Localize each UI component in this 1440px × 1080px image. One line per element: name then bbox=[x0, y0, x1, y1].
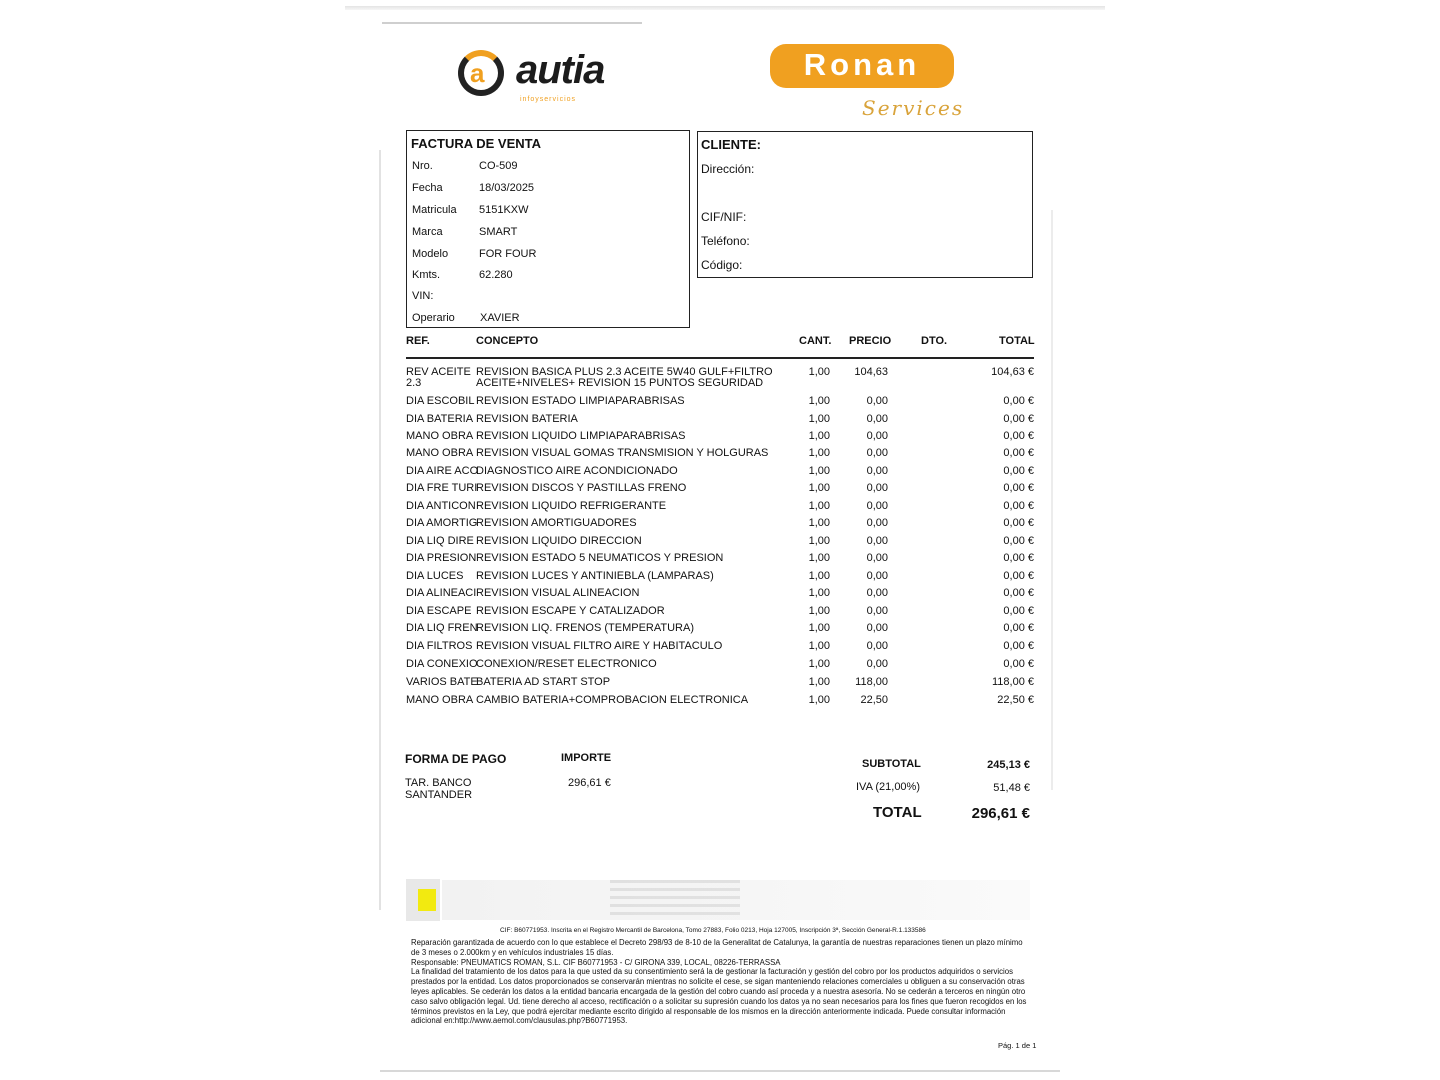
scan-edge-line bbox=[382, 22, 642, 24]
payment-amount: 296,61 € bbox=[568, 777, 611, 789]
scan-edge-top bbox=[345, 6, 1105, 10]
page-number: Pág. 1 de 1 bbox=[998, 1041, 1037, 1050]
col-header-precio: PRECIO bbox=[849, 335, 892, 347]
guarantee-text: Reparación garantizada de acuerdo con lo que establece el Decreto 298/93 de 8-10 de la Generalitat de Catalunya, la garantía de nuestras reparaciones tienen un plazo mínimo de 3 meses o 2.000km y en vehículos industriales 15 días. bbox=[411, 938, 1023, 957]
client-field: Teléfono: bbox=[701, 234, 750, 248]
col-header-cant: CANT. bbox=[799, 335, 832, 347]
client-box bbox=[697, 131, 1033, 278]
col-header-dto: DTO. bbox=[921, 335, 948, 347]
invoice-title: FACTURA DE VENTA bbox=[411, 136, 541, 151]
client-field: CIF/NIF: bbox=[701, 210, 747, 224]
scan-edge-right bbox=[1051, 210, 1053, 790]
client-title: CLIENTE: bbox=[701, 137, 761, 152]
scan-edge-bottom bbox=[380, 1070, 1060, 1072]
client-field: Dirección: bbox=[701, 162, 755, 176]
subtotal-label: SUBTOTAL bbox=[862, 758, 921, 770]
col-header-concepto: CONCEPTO bbox=[476, 335, 539, 347]
invoice-field: Fecha 18/03/2025 bbox=[412, 182, 535, 194]
total-label: TOTAL bbox=[873, 804, 922, 821]
autia-logo: a autia infoyservicios bbox=[456, 40, 616, 112]
yellow-seal-icon bbox=[406, 879, 440, 921]
client-field: Código: bbox=[701, 258, 743, 272]
privacy-text: La finalidad del tratamiento de los datos para la que usted da su consentimiento será la de gestionar la facturación y gestión del cobro por los productos adquiridos o servicios prestados por la entidad. Los datos proporcionados se conservarán mientras no solicite el cese, se sigan manteniendo relaciones comerciales u obliguen a su conservación otras leyes aplicables. Se cederán los datos a la entidad bancaria encargada de la gestión del cobro cuando así proceda y a nuestra asesoría. No se cederán a terceros en ningún otro caso salvo obligación legal. Ud. tiene derecho al acceso, rectificación o a solicitar su supresión cuando los datos ya no sean necesarios para los fines que fueron recogidos en los términos previstos en la Ley, que podrá ejercitar mediante escrito dirigido al responsable de los mismos en la dirección anteriormente indicada. Puede consultar información adicional en:http://www.aemol.com/clausulas.php?B60771953. bbox=[411, 967, 1027, 1026]
invoice-field: Matricula 5151KXW bbox=[412, 204, 529, 216]
invoice-field: Kmts. 62.280 bbox=[412, 269, 513, 281]
roman-logo bbox=[770, 44, 954, 88]
scan-edge-left bbox=[379, 150, 381, 910]
payment-method-line1: TAR. BANCO bbox=[405, 777, 472, 789]
subtotal-value: 245,13 € bbox=[987, 759, 1030, 771]
payment-label: FORMA DE PAGO bbox=[405, 752, 507, 766]
cif-registry-line: CIF: B60771953. Inscrita en el Registro Mercantil de Barcelona, Tomo 27883, Folio 0213, Hoja 127005, Inscripción 3ª, Sección General-R.1.133586 bbox=[500, 927, 926, 934]
blurred-stamp bbox=[610, 880, 740, 920]
col-header-ref: REF. bbox=[406, 335, 430, 347]
invoice-info-box bbox=[406, 130, 690, 328]
legal-text bbox=[411, 938, 1033, 1026]
roman-logo-subtitle: Services bbox=[862, 96, 965, 120]
roman-logo-word: Ronan bbox=[803, 47, 921, 82]
importe-label: IMPORTE bbox=[561, 752, 612, 764]
invoice-field: Operario XAVIER bbox=[412, 312, 520, 324]
invoice-field: Marca SMART bbox=[412, 226, 518, 238]
autia-logo-word: autia bbox=[516, 48, 605, 92]
invoice-field: VIN: bbox=[412, 290, 434, 302]
table-header-rule bbox=[406, 357, 1034, 359]
iva-label: IVA (21,00%) bbox=[856, 781, 920, 793]
total-value: 296,61 € bbox=[971, 805, 1030, 822]
col-header-total: TOTAL bbox=[999, 335, 1035, 347]
responsible-text: Responsable: PNEUMATICS ROMAN, S.L. CIF B60771953 - C/ GIRONA 339, LOCAL, 08226-TERRASSA bbox=[411, 957, 781, 967]
invoice-field: Nro. CO-509 bbox=[412, 160, 518, 172]
autia-logo-subtitle: infoyservicios bbox=[520, 96, 577, 103]
invoice-field: Modelo FOR FOUR bbox=[412, 248, 537, 260]
payment-method-line2: SANTANDER bbox=[405, 789, 473, 801]
iva-value: 51,48 € bbox=[993, 782, 1030, 794]
